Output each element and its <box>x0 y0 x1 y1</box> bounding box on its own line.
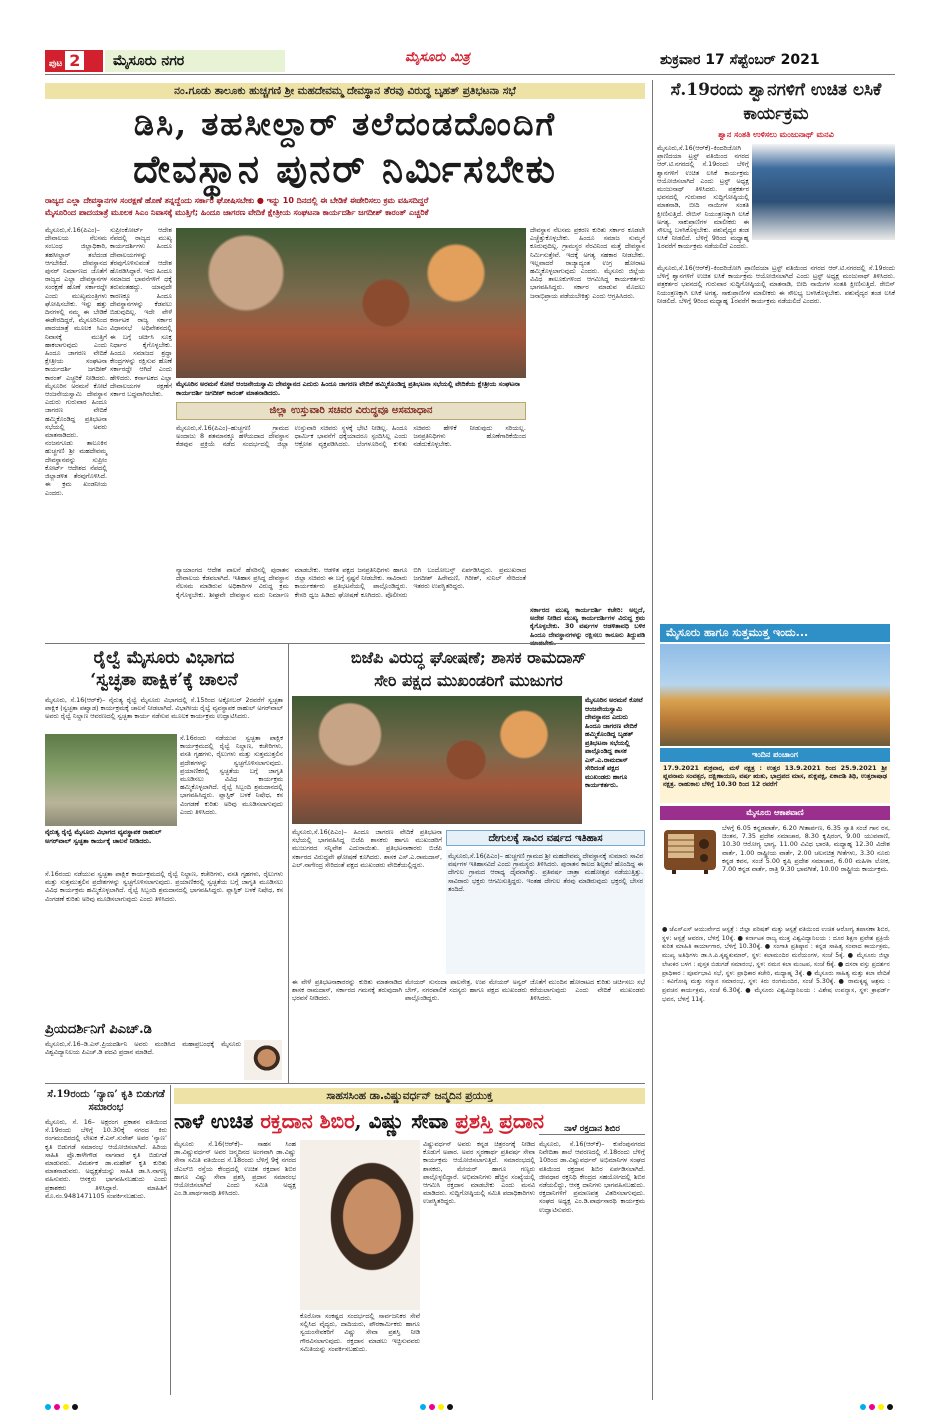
railway-photo <box>45 734 177 826</box>
vishnu-kicker: ಸಾಹಸಸಿಂಹ ಡಾ.ವಿಷ್ಣುವರ್ಧನ್ ಜನ್ಮದಿನ ಪ್ರಯುಕ್ತ <box>174 1088 645 1104</box>
priya-photo <box>244 1040 282 1080</box>
vishnu-body1: ಮೈಸೂರು ಸೆ.16(ಆರ್‌ಕೆ)– ಸಾಹಸ ಸಿಂಹ ಡಾ.ವಿಷ್ಣುವರ್ಧನ್ ಅವರ ಜನ್ಮದಿನದ ಅಂಗವಾಗಿ ಡಾ.ವಿಷ್ಣು ಸೇನಾ ಸಮಿತಿ ವತಿಯಿಂದ ಸೆ.18ರಂದು ಬೆಳಿಗ್ಗೆ 9ಕ್ಕೆ ನಗರದ ಜೆಎಲ್‌ಬಿ ರಸ್ತೆಯ ಕೇಂದ್ರದಲ್ಲಿ ಉಚಿತ ರಕ್ತದಾನ ಶಿಬಿರ ಹಾಗೂ ವಿಷ್ಣು ಸೇವಾ ಪ್ರಶಸ್ತಿ ಪ್ರದಾನ ಸಮಾರಂಭ ಆಯೋಜಿಸಲಾಗಿದೆ ಎಂದು ಸಮಿತಿ ಅಧ್ಯಕ್ಷ ಎಂ.ಡಿ.ಪಾರ್ಥಸಾರಥಿ ತಿಳಿಸಿದರು. <box>174 1140 296 1198</box>
book-body: ಮೈಸೂರು, ಸೆ. 16– ಅಕ್ಷರಂಗ ಪ್ರಕಾಶನ ವತಿಯಿಂದ ಸೆ.19ರಂದು ಬೆಳಿಗ್ಗೆ 10.30ಕ್ಕೆ ನಗರದ ಕಿರು ರಂಗಮಂದಿರದಲ್ಲಿ ಲೇಖಕ ಕೆ.ಎಸ್.ಸುರೇಶ್ ಅವರ ‘ನ್ಯಾಣ’ ಕೃತಿ ಬಿಡುಗಡೆ ಸಮಾರಂಭ ಆಯೋಜಿಸಲಾಗಿದೆ. ಹಿರಿಯ ಸಾಹಿತಿ ಪ್ರೊ.ಕಾಳೇಗೌಡ ನಾಗವಾರ ಕೃತಿ ಬಿಡುಗಡೆ ಮಾಡುವರು. ವಿಮರ್ಶಕ ಡಾ.ಮಹೇಶ್ ಕೃತಿ ಕುರಿತು ಮಾತನಾಡುವರು. ಅಧ್ಯಕ್ಷತೆಯನ್ನು ಸಾಹಿತಿ ಡಾ.ಸಿ.ನಾಗಣ್ಣ ವಹಿಸುವರು. ಆಸಕ್ತರು ಭಾಗವಹಿಸಬಹುದು ಎಂದು ಪ್ರಕಾಶಕರು ತಿಳಿಸಿದ್ದಾರೆ. ಮಾಹಿತಿಗೆ ಮೊ.ನಂ.9481471105 ಸಂಪರ್ಕಿಸಬಹುದು. <box>45 1118 167 1200</box>
press-meet-photo <box>752 144 895 240</box>
bjp-body5: ಜೊತೆಗೆ ಮುಂದಿನ ಹೋರಾಟದ ಕುರಿತು ಚರ್ಚಿಸಲು ಸಭೆ ಕರೆಯಲಾಗುವುದು ಎಂದು ವೇದಿಕೆ ಮುಖಂಡರು ತಿಳಿಸಿದರು. <box>530 978 645 1003</box>
history-body: ಮೈಸೂರು,ಸೆ.16(ಪಿಎಂ)– ಹುಚ್ಚಗಣಿ ಗ್ರಾಮದ ಶ್ರೀ ಮಹದೇವಮ್ಮ ದೇವಸ್ಥಾನಕ್ಕೆ ಸುಮಾರು ಸಾವಿರ ವರ್ಷಗಳ ಇತಿಹಾಸವಿದೆ ಎಂದು ಗ್ರಾಮಸ್ಥರು ತಿಳಿಸಿದರು. ಪುರಾತನ ಕಾಲದ ಶಿಲ್ಪಕಲೆ ಹೊಂದಿದ್ದ ಈ ದೇಗುಲ ಗ್ರಾಮದ ಆರಾಧ್ಯ ದೈವವಾಗಿತ್ತು. ಪ್ರತಿವರ್ಷ ಜಾತ್ರಾ ಮಹೋತ್ಸವ ನಡೆಯುತ್ತಿತ್ತು. ಸಾವಿರಾರು ಭಕ್ತರು ಆಗಮಿಸುತ್ತಿದ್ದರು. ಇಂತಹ ದೇಗುಲ ತೆರವು ಮಾಡಿರುವುದು ಭಕ್ತರಲ್ಲಿ ಬೇಸರ ತಂದಿದೆ. <box>446 850 645 974</box>
radio-head: ಮೈಸೂರು ಆಕಾಶವಾಣಿ <box>660 806 890 820</box>
vishnu-body3: ವಿಷ್ಣುವರ್ಧನ್ ಅವರು ಕನ್ನಡ ಚಿತ್ರರಂಗಕ್ಕೆ ನೀಡಿದ ಕೊಡುಗೆ ಅಪಾರ. ಅವರ ಸ್ಮರಣಾರ್ಥ ಪ್ರತಿವರ್ಷ ಸೇವಾ ಕಾರ್ಯಕ್ರಮ ಆಯೋಜಿಸಲಾಗುತ್ತಿದೆ. ಸಮಾರಂಭದಲ್ಲಿ ಶಾಸಕರು, ಮೇಯರ್ ಹಾಗೂ ಗಣ್ಯರು ಪಾಲ್ಗೊಳ್ಳಲಿದ್ದಾರೆ. ಅಭಿಮಾನಿಗಳು ಹೆಚ್ಚಿನ ಸಂಖ್ಯೆಯಲ್ಲಿ ಆಗಮಿಸಿ ರಕ್ತದಾನ ಮಾಡಬೇಕು ಎಂದು ಮನವಿ ಮಾಡಿದರು. ಸುದ್ದಿಗೋಷ್ಠಿಯಲ್ಲಿ ಸಮಿತಿ ಪದಾಧಿಕಾರಿಗಳು ಉಪಸ್ಥಿತರಿದ್ದರು. <box>423 1140 535 1206</box>
lead-body-col4: ನ್ಯಾಯಾಂಗದ ಆದೇಶ ಪಾಲನೆ ಹೆಸರಿನಲ್ಲಿ ಪುರಾತನ ದೇವಾಲಯ ಕೆಡವಲಾಗಿದೆ. ಇತಿಹಾಸ ಪ್ರಸಿದ್ಧ ದೇವಸ್ಥಾನ ನೆಲಸಮ ಮಾಡಿರುವ ಅಧಿಕಾರಿಗಳ ವಿರುದ್ಧ ಕ್ರಮ ಕೈಗೊಳ್ಳಬೇಕು. ಶೀಘ್ರವೇ ದೇವಸ್ಥಾನ ಮರು ನಿರ್ಮಾಣ ಮಾಡಬೇಕು. ಆಡಳಿತ ಪಕ್ಷದ ಜನಪ್ರತಿನಿಧಿಗಳು ಹಾಗೂ ಜಿಲ್ಲಾ ಸಚಿವರು ಈ ಬಗ್ಗೆ ಸ್ಪಷ್ಟನೆ ನೀಡಬೇಕು. ಸಾವಿರಾರು ಕಾರ್ಯಕರ್ತರು ಪ್ರತಿಭಟನೆಯಲ್ಲಿ ಪಾಲ್ಗೊಂಡಿದ್ದರು. ಕೇಸರಿ ಧ್ವಜ ಹಿಡಿದು ಘೋಷಣೆ ಕೂಗಿದರು. ಪೊಲೀಸರು ಬಿಗಿ ಬಂದೋಬಸ್ತ್ ಏರ್ಪಡಿಸಿದ್ದರು. ಪ್ರಮುಖರಾದ ಜಗದೀಶ್ ಹಿರೇಮಣಿ, ಗಿರೀಶ್, ಸುನಿಲ್ ಸೇರಿದಂತೆ ಇತರರು ಉಪಸ್ಥಿತರಿದ್ದರು. <box>176 566 526 599</box>
vishnu-portrait <box>300 1140 420 1310</box>
registration-marks-right <box>860 1404 893 1410</box>
railway-body2-b: ಸೆ.16ರಂದು ನಡೆಯುವ ಸ್ವಚ್ಛತಾ ಪಾಕ್ಷಿಕ ಕಾರ್ಯಕ್ರಮದಲ್ಲಿ ರೈಲ್ವೆ ನಿಲ್ದಾಣ, ಕಚೇರಿಗಳು, ವಸತಿ ಗೃಹಗಳು, ರೈಲುಗಳು ಮತ್ತು ಸುತ್ತಮುತ್ತಲಿನ ಪ್ರದೇಶಗಳನ್ನು ಸ್ವಚ್ಛಗೊಳಿಸಲಾಗುವುದು. ಪ್ರಯಾಣಿಕರಲ್ಲಿ ಸ್ವಚ್ಛತೆಯ ಬಗ್ಗೆ ಜಾಗೃತಿ ಮೂಡಿಸಲು ವಿವಿಧ ಕಾರ್ಯಕ್ರಮ ಹಮ್ಮಿಕೊಳ್ಳಲಾಗಿದೆ. ರೈಲ್ವೆ ಸಿಬ್ಬಂದಿ ಶ್ರಮದಾನದಲ್ಲಿ ಭಾಗವಹಿಸಿದ್ದರು. ಪ್ಲಾಸ್ಟಿಕ್ ಬಳಕೆ ನಿಷೇಧ, ಕಸ ವಿಂಗಡಣೆ ಕುರಿತು ಅರಿವು ಮೂಡಿಸಲಾಗುವುದು ಎಂದು ತಿಳಿಸಿದರು. <box>45 870 283 903</box>
paper-logo: ಮೈಸೂರು ಮಿತ್ರ <box>405 50 470 65</box>
lead-body-col2: ಸುಪ್ರೀಂಕೋರ್ಟ್ ಆದೇಶ ನೆಪದಲ್ಲಿ ರಾಜ್ಯದ ಮುಖ್ಯ ಕಾರ್ಯದರ್ಶಿಗಳು ಹಿಂದೂ ದೇವಾಲಯಗಳನ್ನು ತೆರವುಗೊಳಿಸುವಂತೆ ಆದೇಶ ಹೊರಡಿಸಿದ್ದಾರೆ. ಇದು ಹಿಂದೂ ಸಮಾಜದ ಭಾವನೆಗಳಿಗೆ ಧಕ್ಕೆ ತರುವಂತಹದ್ದು. ಯಾವುದೇ ಕಾರಣಕ್ಕೂ ಹಿಂದೂ ದೇವಸ್ಥಾನಗಳನ್ನು ಕೆಡವಲು ಬಿಡುವುದಿಲ್ಲ. ಇದೇ ವೇಳೆ ಕರ್ನಾಟಕ ರಾಜ್ಯ ಸರ್ಕಾರ ವಿಧಾನಸಭೆ ಅಧಿವೇಶನದಲ್ಲಿ ಈ ಬಗ್ಗೆ ಚರ್ಚಿಸಿ ಸೂಕ್ತ ನಿರ್ಧಾರ ಕೈಗೊಳ್ಳಬೇಕು. ಹಿಂದೂ ಸಮಾಜದ ಶ್ರದ್ಧಾ ಕೇಂದ್ರಗಳನ್ನು ರಕ್ಷಿಸುವ ಹೊಣೆ ಸರ್ಕಾರದ್ದೇ ಆಗಿದೆ ಎಂದು ಹೇಳಿದರು. ಕರ್ನಾಟಕದ ಎಲ್ಲಾ ದೇವಾಲಯಗಳ ರಕ್ಷಣೆಗೆ ಸರ್ಕಾರ ಬದ್ಧವಾಗಿರಬೇಕು. <box>110 226 172 399</box>
priya-headline: ಪ್ರಿಯದರ್ಶಿನಿಗೆ ಪಿಎಚ್.ಡಿ <box>45 1022 152 1037</box>
book-headline: ಸೆ.19ರಂದು ‘ನ್ಯಾಣ’ ಕೃತಿ ಬಿಡುಗಡೆ ಸಮಾರಂಭ <box>47 1089 165 1113</box>
bjp-body4: ಮೇಯರ್ ಸುನಂದಾ ಪಾಲನೇತ್ರ, ಉಪ ಮೇಯರ್ ಅನ್ವರ್ ಬೇಗ್, ನಗರಪಾಲಿಕೆ ಸದಸ್ಯರು ಹಾಗೂ ಪಕ್ಷದ ಮುಖಂಡರು ಪಾಲ್ಗೊಂಡಿದ್ದರು. <box>405 978 527 1003</box>
dog-vaccine-body-a: ಮೈಸೂರು,ಸೆ.16(ಆರ್‌ಕೆ)–ಕಿಂದರಿಜೋಗಿ ಪ್ರಾಣಿದಯಾ ಟ್ರಸ್ಟ್ ವತಿಯಿಂದ ನಗರದ ಆರ್.ಟಿ.ನಗರದಲ್ಲಿ ಸೆ.19ರಂದು ಬೆಳಿಗ್ಗೆ ಶ್ವಾನಗಳಿಗೆ ಉಚಿತ ಲಸಿಕೆ ಕಾರ್ಯಕ್ರಮ ಆಯೋಜಿಸಲಾಗಿದೆ ಎಂದು ಟ್ರಸ್ಟ್ ಅಧ್ಯಕ್ಷ ಮಂಜುನಾಥ್ ತಿಳಿಸಿದರು. ಪತ್ರಕರ್ತರ ಭವನದಲ್ಲಿ ಗುರುವಾರ ಸುದ್ದಿಗೋಷ್ಠಿಯಲ್ಲಿ ಮಾತನಾಡಿ, ಬೀದಿ ನಾಯಿಗಳ ಸಂತತಿ ಕ್ಷೀಣಿಸುತ್ತಿದೆ. ರೇಬಿಸ್ ನಿಯಂತ್ರಣಕ್ಕಾಗಿ ಲಸಿಕೆ ಅಗತ್ಯ. ಸಾಕುಪ್ರಾಣಿಗಳ ಮಾಲೀಕರು ಈ ಸೌಲಭ್ಯ ಬಳಸಿಕೊಳ್ಳಬೇಕು. ಪಶುವೈದ್ಯರ ತಂಡ ಲಸಿಕೆ ನೀಡಲಿದೆ. ಬೆಳಿಗ್ಗೆ 9ರಿಂದ ಮಧ್ಯಾಹ್ನ 1ರವರೆಗೆ ಕಾರ್ಯಕ್ರಮ ನಡೆಯಲಿದೆ ಎಂದರು. <box>657 144 749 251</box>
bjp-side-caption: ಮೈಸೂರಿನ ಅರಮನೆ ಕೋಟೆ ಆಂಜನೇಯಸ್ವಾಮಿ ದೇವಸ್ಥಾನದ ಎದುರು ಹಿಂದೂ ಜಾಗರಣ ವೇದಿಕೆ ಹಮ್ಮಿಕೊಂಡಿದ್ದ ಬೃಹತ್ ಪ್ರತಿಭಟನಾ ಸಭೆಯಲ್ಲಿ ಪಾಲ್ಗೊಂಡಿದ್ದ ಶಾಸಕ ಎಸ್.ಎ.ರಾಮದಾಸ್ ಸೇರಿದಂತೆ ಪಕ್ಷದ ಮುಖಂಡರು ಹಾಗೂ ಕಾರ್ಯಕರ್ತರು. <box>585 696 643 789</box>
panchanga-text: 17.9.2021 ಶುಕ್ರವಾರ, ಮಳೆ ನಕ್ಷತ್ರ : ಉತ್ತರ 13.9.2021 ರಿಂದ 25.9.2021 ಶ್ರೀ ಪ್ಲವನಾಮ ಸಂವತ್ಸರ, ದಕ್ಷಿಣಾಯಣ, ವರ್ಷ ಋತು, ಭಾದ್ರಪದ ಮಾಸ, ಶುಕ್ಲಪಕ್ಷ, ಏಕಾದಶಿ ತಿಥಿ, ಉತ್ತರಾಷಾಢ ನಕ್ಷತ್ರ. ರಾಹುಕಾಲ ಬೆಳಿಗ್ಗೆ 10.30 ರಿಂದ 12 ರವರೆಗೆ <box>660 763 890 803</box>
lead-kicker: ನಂ.ಗೂಡು ತಾಲೂಕು ಹುಚ್ಚಗಣಿ ಶ್ರೀ ಮಹದೇವಮ್ಮ ದೇವಸ್ಥಾನ ತೆರವು ವಿರುದ್ಧ ಬೃಹತ್ ಪ್ರತಿಭಟನಾ ಸಭೆ <box>45 83 645 99</box>
radio-icon <box>662 824 718 878</box>
registration-marks <box>420 1404 453 1410</box>
vishnu-headline: ನಾಳೆ ಉಚಿತ ರಕ್ತದಾನ ಶಿಬಿರ, ವಿಷ್ಣು ಸೇವಾ ಪ್ರಶಸ್ತಿ ಪ್ರದಾನ <box>174 1109 545 1133</box>
section-title: ಮೈಸೂರು ನಗರ <box>105 50 285 72</box>
railway-body: ಮೈಸೂರು, ಸೆ.16(ಆರ್‌ಕೆ)– ನೈರುತ್ಯ ರೈಲ್ವೆ ಮೈಸೂರು ವಿಭಾಗದಲ್ಲಿ ಸೆ.15ರಿಂದ ಅಕ್ಟೋಬರ್ 2ರವರೆಗೆ ಸ್ವಚ್ಛತಾ ಪಾಕ್ಷಿಕ (ಸ್ವಚ್ಛತಾ ಪಖ್ವಾಡ) ಕಾರ್ಯಕ್ರಮಕ್ಕೆ ಚಾಲನೆ ನೀಡಲಾಗಿದೆ. ವಿಭಾಗೀಯ ರೈಲ್ವೆ ವ್ಯವಸ್ಥಾಪಕ ರಾಹುಲ್ ಅಗರ್‌ವಾಲ್ ಅವರು ರೈಲ್ವೆ ನಿಲ್ದಾಣ ಆವರಣದಲ್ಲಿ ಸ್ವಚ್ಛತಾ ಕಾರ್ಯ ನಡೆಸುವ ಮೂಲಕ ಕಾರ್ಯಕ್ರಮ ಉದ್ಘಾಟಿಸಿದರು. <box>45 696 283 721</box>
dog-vaccine-headline: ಸೆ.19ರಂದು ಶ್ವಾನಗಳಿಗೆ ಉಚಿತ ಲಸಿಕೆ ಕಾರ್ಯಕ್ರಮ <box>670 80 882 124</box>
lead-headline-1: ಡಿಸಿ, ತಹಸೀಲ್ದಾರ್ ತಲೆದಂಡದೊಂದಿಗೆ <box>133 105 557 143</box>
radio-text: ಬೆಳಗ್ಗೆ 6.05 ಕನ್ನಡವಾರ್ತೆ, 6.20 ಗೀತಾರ್ಪಣ, 6.35 ಸ್ವಾತಿ ಸಂಜೆ ಗಾನ ರಸ, ಚಿಂತನ, 7.35 ಪ್ರದೇಶ ಸಮಾಚಾರ, 8.30 ಕೃಷಿರಂಗ, 9.00 ಯುವವಾಣಿ, 10.30 ಆರೋಗ್ಯ ಭಾಗ್ಯ, 11.00 ವಿವಿಧ ಭಾರತಿ, ಮಧ್ಯಾಹ್ನ 12.30 ವಿದೇಶ ವಾರ್ತೆ, 1.00 ರಾಷ್ಟ್ರೀಯ ವಾರ್ತೆ, 2.00 ಚಲನಚಿತ್ರ ಗೀತೆಗಳು, 3.30 ನೂರು ಕನ್ನಡ ಕವನ, ಸಂಜೆ 5.00 ಕೃಷಿ ಪ್ರದೇಶ ಸಮಾಚಾರ, 6.00 ಮಹಿಳಾ ಲೋಕ, 7.00 ಕನ್ನಡ ವಾರ್ತೆ, ರಾತ್ರಿ 9.30 ಭಾವಗೀತೆ, 10.00 ರಾಷ್ಟ್ರೀಯ ಕಾರ್ಯಕ್ರಮ. <box>722 824 890 874</box>
palace-photo <box>660 644 890 746</box>
lead-photo-caption: ಮೈಸೂರಿನ ಅರಮನೆ ಕೋಟೆ ಆಂಜನೇಯಸ್ವಾಮಿ ದೇವಸ್ಥಾನದ ಎದುರು ಹಿಂದೂ ಜಾಗರಣ ವೇದಿಕೆ ಹಮ್ಮಿಕೊಂಡಿದ್ದ ಪ್ರತಿಭಟನಾ ಸಭೆಯಲ್ಲಿ ವೇದಿಕೆಯ ಕ್ಷೇತ್ರೀಯ ಸಂಘಟನಾ ಕಾರ್ಯದರ್ಶಿ ಜಗದೀಶ್ ಕಾರಂತ್ ಮಾತನಾಡಿದರು. <box>176 380 521 397</box>
railway-body2-a: ಸೆ.16ರಂದು ನಡೆಯುವ ಸ್ವಚ್ಛತಾ ಪಾಕ್ಷಿಕ ಕಾರ್ಯಕ್ರಮದಲ್ಲಿ ರೈಲ್ವೆ ನಿಲ್ದಾಣ, ಕಚೇರಿಗಳು, ವಸತಿ ಗೃಹಗಳು, ರೈಲುಗಳು ಮತ್ತು ಸುತ್ತಮುತ್ತಲಿನ ಪ್ರದೇಶಗಳನ್ನು ಸ್ವಚ್ಛಗೊಳಿಸಲಾಗುವುದು. ಪ್ರಯಾಣಿಕರಲ್ಲಿ ಸ್ವಚ್ಛತೆಯ ಬಗ್ಗೆ ಜಾಗೃತಿ ಮೂಡಿಸಲು ವಿವಿಧ ಕಾರ್ಯಕ್ರಮ ಹಮ್ಮಿಕೊಳ್ಳಲಾಗಿದೆ. ರೈಲ್ವೆ ಸಿಬ್ಬಂದಿ ಶ್ರಮದಾನದಲ್ಲಿ ಭಾಗವಹಿಸಿದ್ದರು. ಪ್ಲಾಸ್ಟಿಕ್ ಬಳಕೆ ನಿಷೇಧ, ಕಸ ವಿಂಗಡಣೆ ಕುರಿತು ಅರಿವು ಮೂಡಿಸಲಾಗುವುದು ಎಂದು ತಿಳಿಸಿದರು. <box>180 734 283 816</box>
dateline: ಶುಕ್ರವಾರ 17 ಸೆಪ್ಟೆಂಬರ್ 2021 <box>660 52 820 68</box>
dog-vaccine-subhead: ಶ್ವಾನ ಸಂತತಿ ಉಳಿಸಲು ಮಂಜುನಾಥ್ ಮನವಿ <box>718 130 834 139</box>
lead-photo <box>176 228 526 378</box>
page-number-badge: ಪುಟ 2 <box>45 50 103 72</box>
panchanga-head: ಇಂದಿನ ಪಂಚಾಂಗ <box>660 748 890 762</box>
lead-extra: ಸರ್ಕಾರದ ಮುಖ್ಯ ಕಾರ್ಯದರ್ಶಿ ಕಚೇರಿ: ಅಲ್ಲದೆ, ಅದೇಶ ನೀಡಿದ ಮುಖ್ಯ ಕಾರ್ಯದರ್ಶಿಗಳ ವಿರುದ್ಧ ಕ್ರಮ ಕೈಗೊಳ್ಳಬೇಕು. 30 ವರ್ಷಗಳ ಆಡಳಿತಾವಧಿ ಬಳಿಕ ಹಿಂದೂ ದೇವಸ್ಥಾನಗಳನ್ನು ರಕ್ಷಿಸಲು ಕಾನೂನು ತಿದ್ದುಪಡಿ <box>530 606 645 639</box>
lead-headline-2: ದೇವಸ್ಥಾನ ಪುನರ್ ನಿರ್ಮಿಸಬೇಕು <box>133 146 557 191</box>
lead-body-col1: ಮೈಸೂರು,ಸೆ.16(ಪಿಎಂ)– ದೇವಾಲಯ ನೆಲಸಮ ಸಂಬಂಧ ಜಿಲ್ಲಾಧಿಕಾರಿ, ತಹಸೀಲ್ದಾರ್ ತಲೆದಂಡ ಆಗಬೇಕಿದೆ. ದೇವಸ್ಥಾನದ ಪುನರ್ ನಿರ್ಮಾಣದ ಜೊತೆಗೆ ರಾಜ್ಯದ ಎಲ್ಲಾ ದೇವಸ್ಥಾನಗಳ ಸಂರಕ್ಷಣೆ ಹೊಣೆ ಸರ್ಕಾರದ್ದೇ ಎಂದು ಮುಖ್ಯಮಂತ್ರಿಗಳು ಘೋಷಿಸಬೇಕು. ಇನ್ನು ಹತ್ತು ದಿನಗಳಲ್ಲಿ ನಮ್ಮ ಈ ಬೇಡಿಕೆ ಈಡೇರದಿದ್ದರೆ, ಮೈಸೂರಿನಿಂದ ಪಾದಯಾತ್ರೆ ಮೂಲಕ ಸಿಎಂ ನಿವಾಸಕ್ಕೆ ಮುತ್ತಿಗೆ ಹಾಕಲಾಗುವುದು ಎಂದು ಹಿಂದೂ ಜಾಗರಣ ವೇದಿಕೆ ಕ್ಷೇತ್ರೀಯ ಸಂಘಟನಾ ಕಾರ್ಯದರ್ಶಿ ಜಗದೀಶ್ ಕಾರಂತ್ ಎಚ್ಚರಿಕೆ ನೀಡಿದರು. ಮೈಸೂರಿನ ಅರಮನೆ ಕೋಟೆ ಆಂಜನೇಯಸ್ವಾಮಿ ದೇವಸ್ಥಾನ ಎದುರು ಗುರುವಾರ ಹಿಂದೂ ಜಾಗರಣ ವೇದಿಕೆ ಹಮ್ಮಿಕೊಂಡಿದ್ದ ಪ್ರತಿಭಟನಾ ಸಭೆಯಲ್ಲಿ ಅವರು ಮಾತನಾಡಿದರು. ನಂಜನಗೂಡು ತಾಲೂಕಿನ ಹುಚ್ಚಗಣಿ ಶ್ರೀ ಮಹದೇವಮ್ಮ ದೇವಸ್ಥಾನವನ್ನು ಸುಪ್ರೀಂ ಕೋರ್ಟ್ ಆದೇಶದ ನೆಪದಲ್ಲಿ ಜಿಲ್ಲಾಡಳಿತ ತೆರವುಗೊಳಿಸಿದೆ. ಈ ಕ್ರಮ ಖಂಡನೀಯ ಎಂದರು. <box>45 226 107 497</box>
vishnu-side-head: ನಾಳೆ ರಕ್ತದಾನ ಶಿಬಿರ <box>539 1124 645 1135</box>
vishnu-side-body: ಮೈಸೂರು, ಸೆ.16(ಆರ್‌ಕೆ)– ಕುವೆಂಪುನಗರದ ನಿವೇದಿತಾ ಶಾಲೆ ಆವರಣದಲ್ಲಿ ಸೆ.18ರಂದು ಬೆಳಿಗ್ಗೆ 10ರಿಂದ ಡಾ.ವಿಷ್ಣುವರ್ಧನ್ ಅಭಿಮಾನಿಗಳ ಸಂಘದ ವತಿಯಿಂದ ರಕ್ತದಾನ ಶಿಬಿರ ಏರ್ಪಡಿಸಲಾಗಿದೆ. ಜೀವಧಾರ ರಕ್ತನಿಧಿ ಕೇಂದ್ರದ ಸಹಯೋಗದಲ್ಲಿ ಶಿಬಿರ ನಡೆಯಲಿದ್ದು, ಆಸಕ್ತ ದಾನಿಗಳು ಭಾಗವಹಿಸಬಹುದು. ರಕ್ತದಾನಿಗಳಿಗೆ ಪ್ರಮಾಣಪತ್ರ ವಿತರಿಸಲಾಗುವುದು. ಸಂಘದ ಅಧ್ಯಕ್ಷ ಎಂ.ಡಿ.ಪಾರ್ಥಸಾರಥಿ ಕಾರ್ಯಕ್ರಮ ಉದ್ಘಾಟಿಸುವರು. <box>539 1140 645 1214</box>
priya-body: ಮೈಸೂರು,ಸೆ.16–ಡಿ.ಎಸ್.ಪ್ರಿಯದರ್ಶಿನಿ ಅವರು ಮಂಡಿಸಿದ ಮಹಾಪ್ರಬಂಧಕ್ಕೆ ಮೈಸೂರು ವಿಶ್ವವಿದ್ಯಾನಿಲಯ ಪಿಎಚ್.ಡಿ ಪದವಿ ಪ್ರದಾನ ಮಾಡಿದೆ. <box>45 1040 241 1057</box>
page-number: 2 <box>65 51 84 70</box>
history-head: ದೇಗುಲಕ್ಕೆ ಸಾವಿರ ವರ್ಷದ ಇತಿಹಾಸ <box>446 830 645 846</box>
bjp-headline-1: ಬಿಜೆಪಿ ವಿರುದ್ಧ ಘೋಷಣೆ; ಶಾಸಕ ರಾಮದಾಸ್ <box>350 648 587 667</box>
sub-box-body: ಮೈಸೂರು,ಸೆ.16(ಪಿಎಂ)–ಹುಚ್ಚಗಣಿ ಗ್ರಾಮದ ಅಂದಾಜು 8 ಶತಮಾನಕ್ಕೂ ಹಳೆಯದಾದ ದೇವಸ್ಥಾನ ಕೆಡವುವ ಪ್ರಕ್ರಿಯೆ ನಡೆದ ಸಂದರ್ಭದಲ್ಲಿ ಜಿಲ್ಲಾ ಉಸ್ತುವಾರಿ ಸಚಿವರು ಸ್ಥಳಕ್ಕೆ ಭೇಟಿ ನೀಡಿಲ್ಲ. ಹಿಂದೂ ಧಾರ್ಮಿಕ ಭಾವನೆಗೆ ಧಕ್ಕೆಯಾದರೂ ಸ್ಪಂದಿಸಿಲ್ಲ ಎಂದು ಆಕ್ರೋಶ ವ್ಯಕ್ತಪಡಿಸಿದರು. ಬೆಂಗಳೂರಿನಲ್ಲಿ ಕುಳಿತು ಸಚಿವರು ಹೇಳಿಕೆ ನೀಡುವುದು ಸರಿಯಲ್ಲ. ಜನಪ್ರತಿನಿಧಿಗಳು ಹೊಣೆಗಾರಿಕೆಯಿಂದ ನಡೆದುಕೊಳ್ಳಬೇಕು. <box>176 424 526 449</box>
lead-subhead-1: ರಾಜ್ಯದ ಎಲ್ಲಾ ದೇವಸ್ಥಾನಗಳ ಸಂರಕ್ಷಣೆ ಹೊಣೆ ತನ್ನದ್ದೆಂದು ಸರ್ಕಾರ ಘೋಷಿಸಬೇಕು ● ಇನ್ನು 10 ದಿನದಲ್ಲಿ ಈ ಬೇಡಿಕೆ ಈಡೇರಿಸಲು ಕ್ರಮ ವಹಿಸದಿದ್ದರೆ <box>45 196 429 205</box>
bjp-body3: ಈ ವೇಳೆ ಪ್ರತಿಭಟನಾಕಾರರನ್ನು ಕುರಿತು ಮಾತನಾಡಿದ ಶಾಸಕ ರಾಮದಾಸ್, ಸರ್ಕಾರದ ಗಮನಕ್ಕೆ ತರುವುದಾಗಿ ಭರವಸೆ ನೀಡಿದರು. <box>292 978 402 1003</box>
bjp-body1: ಮೈಸೂರು,ಸೆ.16(ಪಿಎಂ)– ಹಿಂದೂ ಜಾಗರಣ ವೇದಿಕೆ ಪ್ರತಿಭಟನಾ ಸಭೆಯಲ್ಲಿ ಭಾಗವಹಿಸಿದ್ದ ಬಿಜೆಪಿ ಶಾಸಕರು ಹಾಗೂ ಮುಖಂಡರಿಗೆ ಮುಜುಗರದ ಸನ್ನಿವೇಶ ಎದುರಾಯಿತು. ಪ್ರತಿಭಟನಾಕಾರರು ಬಿಜೆಪಿ ಸರ್ಕಾರದ ವಿರುದ್ಧವೇ ಘೋಷಣೆ ಕೂಗಿದರು. ಶಾಸಕ ಎಸ್.ಎ.ರಾಮದಾಸ್, ಎಲ್.ನಾಗೇಂದ್ರ ಸೇರಿದಂತೆ ಪಕ್ಷದ ಮುಖಂಡರು ವೇದಿಕೆಯಲ್ಲಿದ್ದರು. <box>292 828 442 869</box>
bjp-headline-2: ಸೇರಿ ಪಕ್ಷದ ಮುಖಂಡರಿಗೆ ಮುಜುಗರ <box>374 671 563 690</box>
bjp-photo <box>292 696 582 824</box>
sub-box-head: ಜಿಲ್ಲಾ ಉಸ್ತುವಾರಿ ಸಚಿವರ ವಿರುದ್ಧವೂ ಅಸಮಾಧಾನ <box>176 402 526 420</box>
railway-headline-2: ‘ಸ್ವಚ್ಛತಾ ಪಾಕ್ಷಿಕ’ಕ್ಕೆ ಚಾಲನೆ <box>90 670 238 690</box>
lead-subhead-2: ಮೈಸೂರಿಂದ ಪಾದಯಾತ್ರೆ ಮೂಲಕ ಸಿಎಂ ನಿವಾಸಕ್ಕೆ ಮುತ್ತಿಗೆ; ಹಿಂದೂ ಜಾಗರಣ ವೇದಿಕೆ ಕ್ಷೇತ್ರೀಯ ಸಂಘಟನಾ ಕಾರ್ಯದರ್ಶಿ ಜಗದೀಶ್ ಕಾರಂತ್ ಎಚ್ಚರಿಕೆ <box>45 208 429 217</box>
lead-body-col5: ದೇವಸ್ಥಾನ ನೆಲಸಮ ಪ್ರಕರಣ ಕುರಿತು ಸರ್ಕಾರ ಕೂಡಲೇ ಎಚ್ಚೆತ್ತುಕೊಳ್ಳಬೇಕು. ಹಿಂದೂ ಸಮಾಜ ಸುಮ್ಮನೆ ಕೂರುವುದಿಲ್ಲ. ಗ್ರಾಮಸ್ಥರ ನೆರವಿನಿಂದ ಮತ್ತೆ ದೇವಸ್ಥಾನ ನಿರ್ಮಿಸುತ್ತೇವೆ. ಇದಕ್ಕೆ ಅಗತ್ಯ ಸಹಕಾರ ನೀಡಬೇಕು. ಇಲ್ಲವಾದರೆ ರಾಜ್ಯಾದ್ಯಂತ ಉಗ್ರ ಹೋರಾಟ ಹಮ್ಮಿಕೊಳ್ಳಲಾಗುವುದು ಎಂದರು. ಮೈಸೂರು ಜಿಲ್ಲೆಯ ವಿವಿಧ ತಾಲೂಕುಗಳಿಂದ ಆಗಮಿಸಿದ್ದ ಕಾರ್ಯಕರ್ತರು ಭಾಗವಹಿಸಿದ್ದರು. ಸರ್ಕಾರ ಮಾಡುವ ಮೊದಲು ಜನಾಭಿಪ್ರಾಯ ಪಡೆಯಬೇಕಿತ್ತು ಎಂದು ಆಗ್ರಹಿಸಿದರು. <box>530 226 645 300</box>
railway-headline-1: ರೈಲ್ವೆ ಮೈಸೂರು ವಿಭಾಗದ <box>93 648 235 668</box>
mysuru-today-head: ಮೈಸೂರು ಹಾಗೂ ಸುತ್ತಮುತ್ತ ಇಂದು... <box>660 624 890 642</box>
events-listing: ● ಜೆಎಸ್‌ಎಸ್ ಆಯುರ್ವೇದ ಆಸ್ಪತ್ರೆ : ಜಿಲ್ಲಾ ಪರಿಷತ್ ಮತ್ತು ಆಸ್ಪತ್ರೆ ವತಿಯಿಂದ ಉಚಿತ ಆರೋಗ್ಯ ತಪಾಸಣಾ ಶಿಬಿರ, ಸ್ಥಳ: ಆಸ್ಪತ್ರೆ ಆವರಣ, ಬೆಳಿಗ್ಗೆ 10ಕ್ಕೆ. ● ಕರ್ನಾಟಕ ರಾಜ್ಯ ಮುಕ್ತ ವಿಶ್ವವಿದ್ಯಾನಿಲಯ : ದೂರ ಶಿಕ್ಷಣ ಪ್ರವೇಶ ಪ್ರಕ್ರಿಯೆ ಕುರಿತ ಮಾಹಿತಿ ಕಾರ್ಯಾಗಾರ, ಬೆಳಿಗ್ಗೆ 10.30ಕ್ಕೆ. ● ಸಂಗಾತಿ ಪ್ರತಿಷ್ಠಾನ : ಕನ್ನಡ ಸಾಹಿತ್ಯ ಸಂವಾದ ಕಾರ್ಯಕ್ರಮ, ಮುಖ್ಯ ಅತಿಥಿಗಳು ಡಾ.ಸಿ.ಪಿ.ಕೃಷ್ಣಕುಮಾರ್, ಸ್ಥಳ: ಕಲಾಮಂದಿರ ಮನೆಯಂಗಳ, ಸಂಜೆ 5ಕ್ಕೆ. ● ಮೈಸೂರು ಜಿಲ್ಲಾ ಲೇಖಕರ ಬಳಗ : ಪುಸ್ತಕ ಬಿಡುಗಡೆ ಸಮಾರಂಭ, ಸ್ಥಳ: ನಮನ ಕಲಾ ಮಂಟಪ, ಸಂಜೆ 6ಕ್ಕೆ. ● ದಸರಾ ವಸ್ತು ಪ್ರದರ್ಶನ ಪ್ರಾಧಿಕಾರ : ಪೂರ್ವಭಾವಿ ಸಭೆ, ಸ್ಥಳ: ಪ್ರಾಧಿಕಾರ ಕಚೇರಿ, ಮಧ್ಯಾಹ್ನ 3ಕ್ಕೆ. ● ಮೈಸೂರು ಸಾಹಿತ್ಯ ಮತ್ತು ಕಲಾ ವೇದಿಕೆ : ಕವಿಗೋಷ್ಠಿ ಮತ್ತು ಸನ್ಮಾನ ಸಮಾರಂಭ, ಸ್ಥಳ: ಕಿರು ರಂಗಮಂದಿರ, ಸಂಜೆ 5.30ಕ್ಕೆ. ● ರಾಮಕೃಷ್ಣ ಆಶ್ರಮ : ಪ್ರವಚನ ಕಾರ್ಯಕ್ರಮ, ಸಂಜೆ 6.30ಕ್ಕೆ. ● ಮೈಸೂರು ವಿಶ್ವವಿದ್ಯಾನಿಲಯ : ವಿಶೇಷ ಉಪನ್ಯಾಸ, ಸ್ಥಳ: ಕ್ರಾಫರ್ಡ್ ಭವನ, ಬೆಳಿಗ್ಗೆ 11ಕ್ಕೆ. <box>662 926 890 1003</box>
vishnu-body2: ಕೊರೊನಾ ಸಂಕಷ್ಟದ ಸಂದರ್ಭದಲ್ಲಿ ಸಾರ್ವಜನಿಕರ ಸೇವೆ ಸಲ್ಲಿಸಿದ ವೈದ್ಯರು, ದಾದಿಯರು, ಪೌರಕಾರ್ಮಿಕರು ಹಾಗೂ ಸ್ವಯಂಸೇವಕರಿಗೆ ವಿಷ್ಣು ಸೇವಾ ಪ್ರಶಸ್ತಿ ನೀಡಿ ಗೌರವಿಸಲಾಗುವುದು. ರಕ್ತದಾನ ಮಾಡಲು ಇಚ್ಛಿಸುವವರು ಸಮಿತಿಯನ್ನು ಸಂಪರ್ಕಿಸಬಹುದು. <box>300 1312 420 1353</box>
registration-marks-left <box>45 1404 78 1410</box>
dog-vaccine-body-b: ಮೈಸೂರು,ಸೆ.16(ಆರ್‌ಕೆ)–ಕಿಂದರಿಜೋಗಿ ಪ್ರಾಣಿದಯಾ ಟ್ರಸ್ಟ್ ವತಿಯಿಂದ ನಗರದ ಆರ್.ಟಿ.ನಗರದಲ್ಲಿ ಸೆ.19ರಂದು ಬೆಳಿಗ್ಗೆ ಶ್ವಾನಗಳಿಗೆ ಉಚಿತ ಲಸಿಕೆ ಕಾರ್ಯಕ್ರಮ ಆಯೋಜಿಸಲಾಗಿದೆ ಎಂದು ಟ್ರಸ್ಟ್ ಅಧ್ಯಕ್ಷ ಮಂಜುನಾಥ್ ತಿಳಿಸಿದರು. ಪತ್ರಕರ್ತರ ಭವನದಲ್ಲಿ ಗುರುವಾರ ಸುದ್ದಿಗೋಷ್ಠಿಯಲ್ಲಿ ಮಾತನಾಡಿ, ಬೀದಿ ನಾಯಿಗಳ ಸಂತತಿ ಕ್ಷೀಣಿಸುತ್ತಿದೆ. ರೇಬಿಸ್ ನಿಯಂತ್ರಣಕ್ಕಾಗಿ ಲಸಿಕೆ ಅಗತ್ಯ. ಸಾಕುಪ್ರಾಣಿಗಳ ಮಾಲೀಕರು ಈ ಸೌಲಭ್ಯ ಬಳಸಿಕೊಳ್ಳಬೇಕು. ಪಶುವೈದ್ಯರ ತಂಡ ಲಸಿಕೆ ನೀಡಲಿದೆ. ಬೆಳಿಗ್ಗೆ 9ರಿಂದ ಮಧ್ಯಾಹ್ನ 1ರವರೆಗೆ ಕಾರ್ಯಕ್ರಮ ನಡೆಯಲಿದೆ ಎಂದರು. <box>657 264 895 305</box>
railway-caption: ನೈರುತ್ಯ ರೈಲ್ವೆ ಮೈಸೂರು ವಿಭಾಗದ ವ್ಯವಸ್ಥಾಪಕ ರಾಹುಲ್ ಅಗರ್‌ವಾಲ್ ಸ್ವಚ್ಛತಾ ಕಾರ್ಯಕ್ಕೆ ಚಾಲನೆ ನೀಡಿದರು. <box>45 828 162 845</box>
